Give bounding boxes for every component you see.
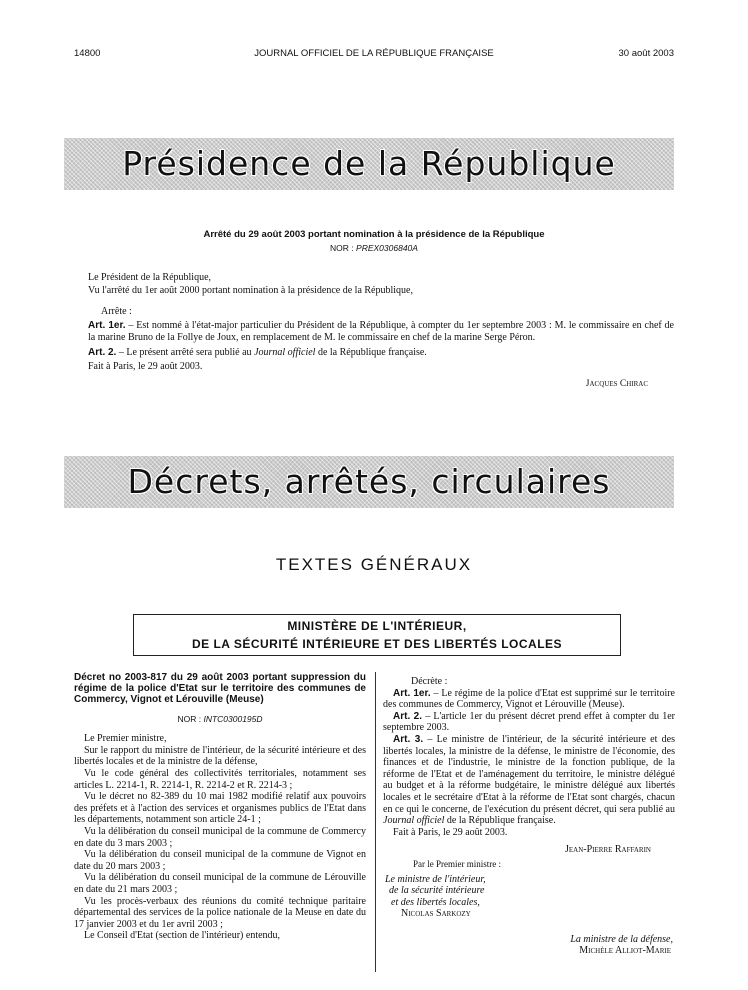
decree-considerant: Vu le décret no 82-389 du 10 mai 1982 modifié relatif aux pouvoirs des préfets et à l'action des services et organismes publics de l'Etat dans les départements, notamment son article 24-1 ;	[74, 791, 366, 826]
arrete-article-2	[88, 347, 427, 359]
arrete-fait: Fait à Paris, le 29 août 2003.	[88, 361, 203, 372]
decree-art2-text: – L'article 1er du présent décret prend effet à compter du 1er septembre 2003.	[383, 710, 675, 734]
min-defense-name: Michèle Alliot-Marie	[579, 945, 671, 957]
decree-art3-journal: Journal officiel	[383, 815, 445, 827]
decree-art2-label: Art. 2.	[393, 710, 423, 722]
decree-article-3	[383, 734, 675, 827]
nor-label: NOR :	[330, 243, 354, 253]
arrete-art2-text-a: – Le présent arrêté sera publié au	[116, 347, 255, 358]
decree-considerants	[74, 733, 366, 942]
decree-title: Décret no 2003-817 du 29 août 2003 portant suppression du régime de la police d'Etat sur le territoire des communes de Commercy, Vignot et Lérouville (Meuse)	[74, 672, 366, 706]
arrete-title: Arrêté du 29 août 2003 portant nomination à la présidence de la République	[203, 229, 545, 240]
arrete-article-1	[88, 320, 674, 343]
column-divider	[375, 672, 376, 972]
arrete-signature: Jacques Chirac	[585, 379, 648, 389]
arrete-art1-label: Art. 1er.	[88, 320, 126, 331]
decree-considerant: Vu la délibération du conseil municipal de la commune de Vignot en date du 20 mars 2003 ;	[74, 849, 366, 872]
decree-art3-text-a: – Le ministre de l'intérieur, de la sécurité intérieure et des libertés locales, la ministre de la défense, le ministre de l'économie, des finances et de l'industrie, le ministre de la fonction publique, de la réforme de l'Etat et de l'aménagement du territoire, le ministre délégué au budget et à la réforme budgétaire, le ministre délégué aux libertés locales et le secrétaire d'Etat à la réforme de l'Etat sont chargés, chacun en ce qui le concerne, de l'exécution du présent décret, qui sera publié au	[383, 733, 675, 815]
page-number: 14800	[74, 48, 101, 59]
min-interieur-line-1: Le ministre de l'intérieur,	[385, 873, 486, 885]
arrete-arrete: Arrête :	[101, 306, 132, 317]
decree-art1-label: Art. 1er.	[393, 687, 431, 699]
decree-art3-label: Art. 3.	[393, 733, 424, 745]
decree-considerant: Vu la délibération du conseil municipal de la commune de Commercy en date du 3 mars 2003 ;	[74, 825, 366, 849]
nor-code: PREX0306840A	[356, 243, 418, 253]
arrete-art2-label: Art. 2.	[88, 347, 117, 358]
arrete-art2-journal: Journal officiel	[254, 347, 316, 358]
decree-considerant: Vu la délibération du conseil municipal de la commune de Lérouville en date du 21 mars 2003 ;	[74, 872, 366, 895]
decree-nor	[74, 714, 366, 726]
ministry-line-2: DE LA SÉCURITÉ INTÉRIEURE ET DES LIBERTÉS LOCALES	[191, 637, 563, 651]
banner-decrets	[64, 456, 674, 508]
banner-presidence-text: Présidence de la République	[122, 144, 616, 184]
arrete-art1-text: – Est nommé à l'état-major particulier du Président de la République, à compter du 1er septembre 2003 : M. le commissaire en chef de la marine Bruno de la Follye de Joux, en remplacement de M. le commissaire en chef de la marine Serge Péron.	[88, 320, 674, 343]
arrete-nor	[0, 243, 748, 253]
decree-art1-text: – Le régime de la police d'Etat est supprimé sur le territoire des communes de Commercy, Vignot et Lérouville (Meuse).	[383, 687, 675, 711]
min-interieur-line-3: et des libertés locales,	[391, 896, 480, 908]
decree-min-interieur	[383, 874, 675, 909]
decree-min-defense: La ministre de la défense,	[570, 933, 673, 945]
decree-considerant: Vu les procès-verbaux des réunions du comité technique paritaire départemental des services de la police nationale de la Meuse en date du 17 janvier 2003 et du 1er avril 2003 ;	[74, 895, 366, 930]
decree-fait: Fait à Paris, le 29 août 2003.	[393, 826, 508, 838]
decree-considerant: Vu le code général des collectivités territoriales, notamment ses articles L. 2214-1, R. 2214-1, R. 2214-2 et R. 2214-3 ;	[74, 767, 366, 791]
ministry-line-1: MINISTÈRE DE L'INTÉRIEUR,	[287, 619, 467, 633]
decree-article-1	[383, 688, 675, 711]
arrete-line-vu: Vu l'arrêté du 1er août 2000 portant nomination à la présidence de la République,	[88, 285, 413, 296]
decree-nor-code: INTC0300195D	[203, 713, 263, 724]
arrete-line-president: Le Président de la République,	[88, 272, 212, 283]
decree-left-column	[74, 672, 366, 942]
min-interieur-line-2: de la sécurité intérieure	[389, 885, 485, 897]
header-date: 30 août 2003	[618, 48, 674, 59]
banner-decrets-text: Décrets, arrêtés, circulaires	[127, 462, 611, 502]
decree-par-pm: Par le Premier ministre :	[413, 858, 501, 869]
decree-considerant: Le Premier ministre,	[84, 733, 167, 745]
min-interieur-name: Nicolas Sarkozy	[401, 908, 471, 920]
textes-generaux: TEXTES GÉNÉRAUX	[275, 555, 473, 574]
decree-considerant: Sur le rapport du ministre de l'intérieur, de la sécurité intérieure et des libertés locales et de la ministre de la défense,	[74, 744, 366, 768]
decree-nor-label: NOR :	[177, 713, 202, 724]
decree-signature-pm: Jean-Pierre Raffarin	[565, 844, 651, 856]
ministry-box	[133, 614, 621, 656]
decree-art3-text-b: de la République française.	[444, 815, 556, 827]
decree-right-column	[383, 676, 675, 957]
decree-considerant: Le Conseil d'Etat (section de l'intérieur) entendu,	[84, 930, 281, 942]
banner-presidence	[64, 138, 674, 190]
decree-article-2	[383, 711, 675, 734]
decree-decrete: Décrète :	[411, 676, 448, 687]
journal-title: JOURNAL OFFICIEL DE LA RÉPUBLIQUE FRANÇAISE	[254, 48, 494, 59]
arrete-art2-text-b: de la République française.	[315, 347, 427, 358]
